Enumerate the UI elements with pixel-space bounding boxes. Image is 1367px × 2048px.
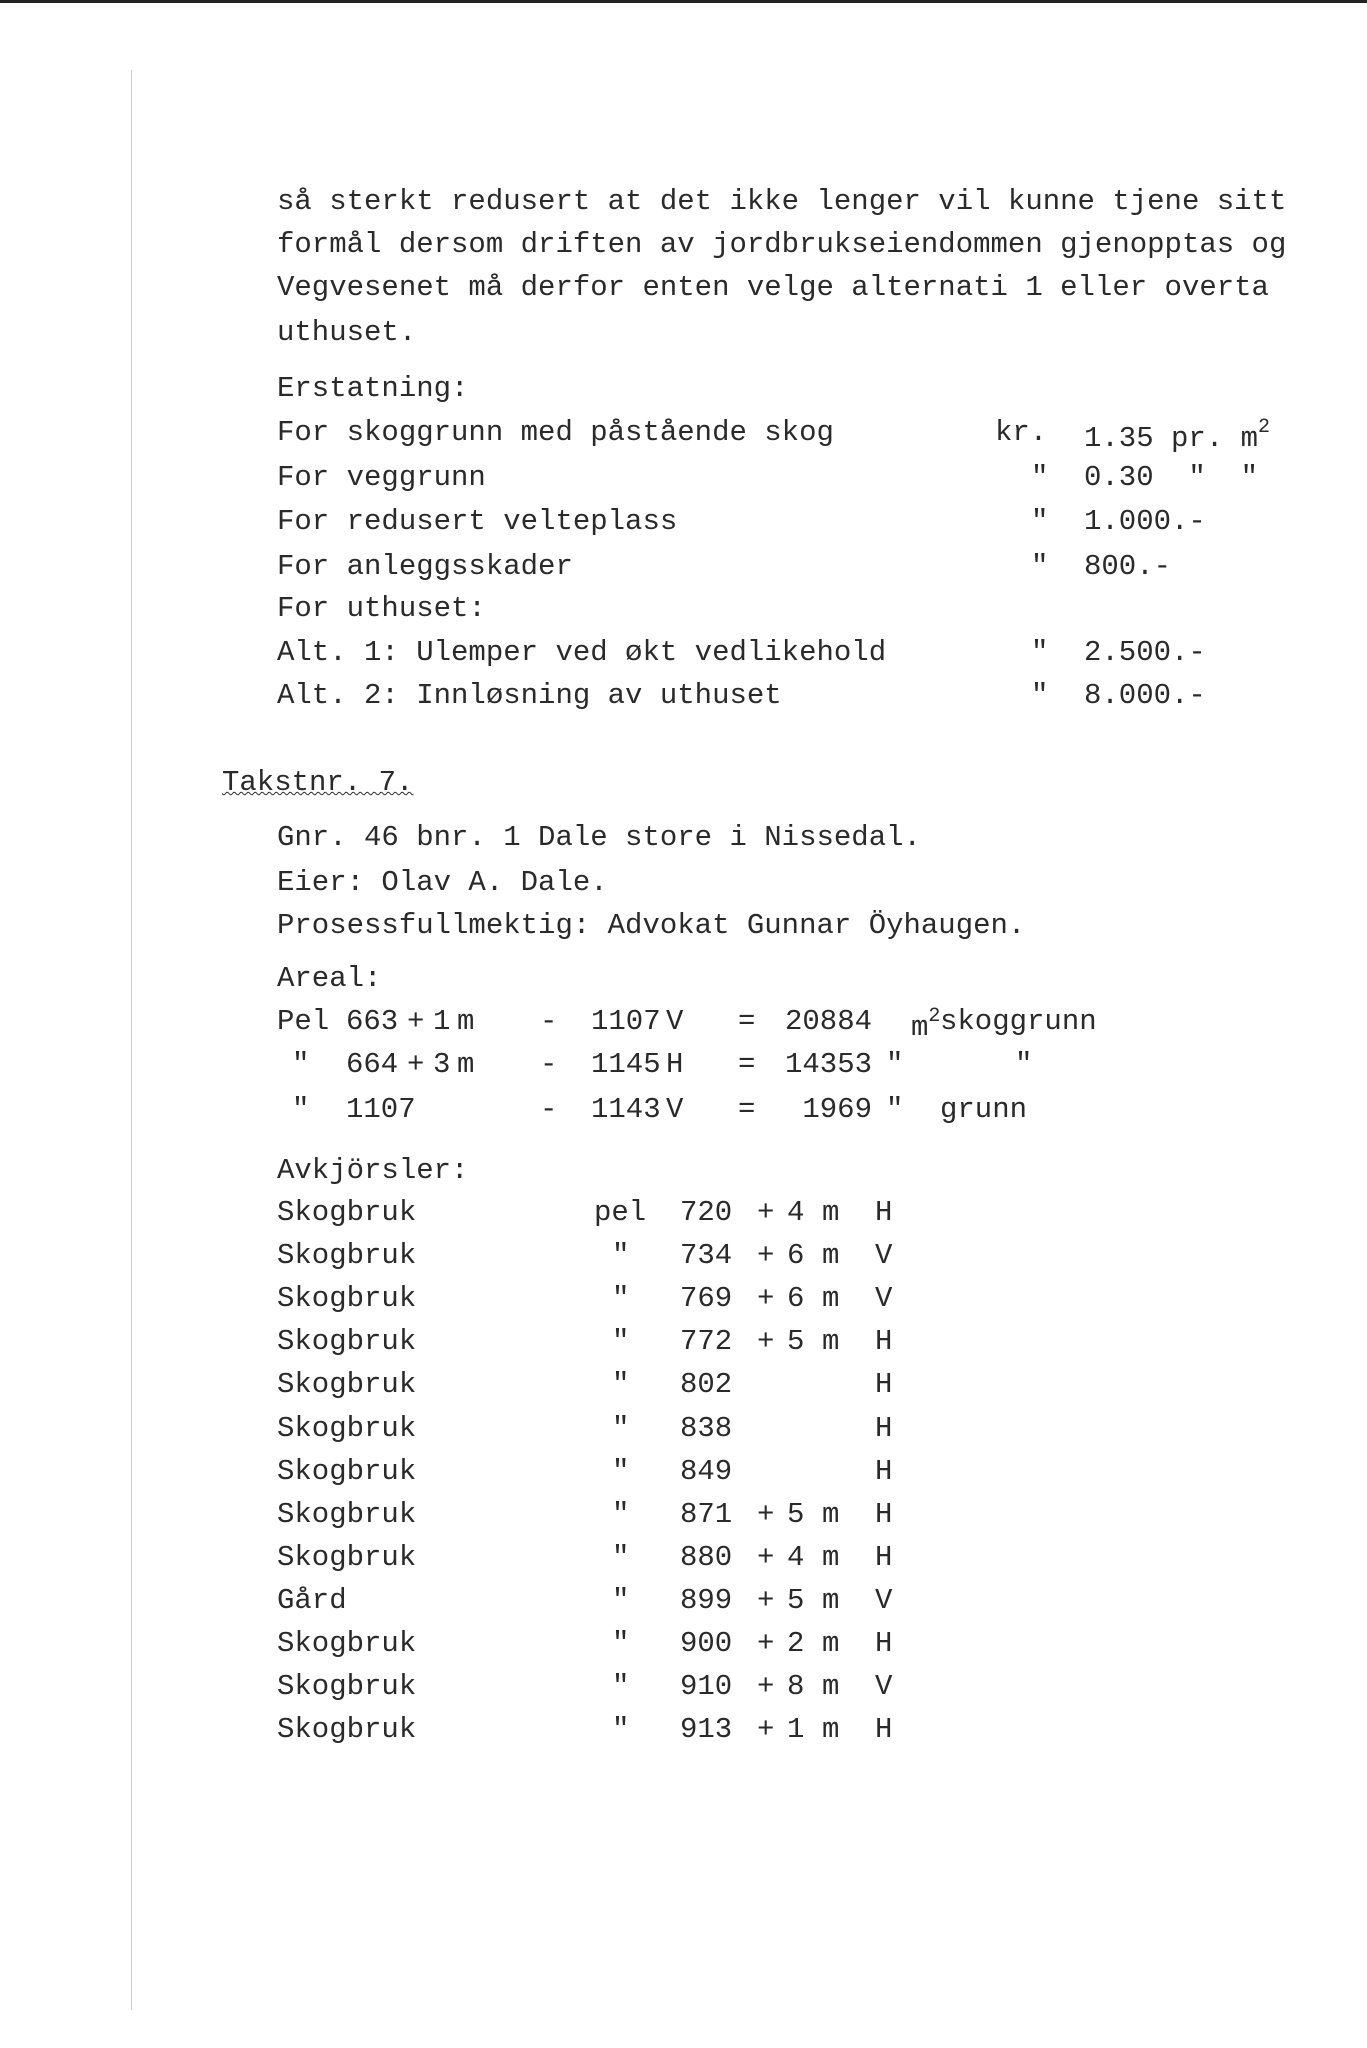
avkjorsel-type: Skogbruk [277, 1196, 417, 1229]
avkjorsel-type: Skogbruk [277, 1540, 417, 1574]
avkjorsel-m: 4 [787, 1196, 805, 1229]
areal-area: 14353 [784, 1048, 872, 1081]
top-border [0, 0, 1367, 3]
avkjorsel-pel: pel [594, 1196, 647, 1229]
avkjorsel-side: H [875, 1540, 893, 1574]
avkjorsel-plus: + [757, 1497, 775, 1531]
avkjorsel-pel: " [612, 1583, 630, 1617]
avkjorsel-type: Skogbruk [277, 1670, 417, 1704]
paragraph-line: uthuset. [277, 316, 417, 349]
areal-dash: - [540, 1093, 558, 1126]
avkjorsel-pel: " [612, 1368, 630, 1402]
avkjorsel-side: V [875, 1670, 893, 1704]
avkjorsel-m: 2 [787, 1627, 805, 1660]
avkjorsel-side: V [875, 1282, 893, 1316]
avkjorsel-unit: m [822, 1713, 840, 1747]
erstatning-label: For veggrunn [277, 461, 486, 494]
avkjorsel-num: 900 [680, 1627, 733, 1660]
avkjorsel-side: H [875, 1497, 893, 1531]
erstatning-value: 0.30 " " [1084, 461, 1259, 494]
avkjorsel-unit: m [822, 1325, 840, 1359]
takst-eier: Eier: Olav A. Dale. [277, 866, 608, 899]
avkjorsel-side: H [875, 1325, 893, 1359]
avkjorsel-m: 5 [787, 1497, 805, 1531]
areal-heading: Areal: [277, 962, 382, 995]
avkjorsel-type: Skogbruk [277, 1411, 417, 1445]
avkjorsel-num: 849 [680, 1454, 733, 1488]
avkjorsel-m: 6 [787, 1282, 805, 1316]
areal-m: 3 [433, 1048, 451, 1081]
avkjorsel-num: 880 [680, 1540, 733, 1574]
erstatning-value: 2.500.- [1084, 636, 1206, 669]
avkjorsel-unit: m [822, 1540, 840, 1574]
avkjorsel-num: 802 [680, 1368, 733, 1402]
margin-line [131, 70, 132, 2010]
avkjorsel-m: 5 [787, 1583, 805, 1617]
avkjorsel-plus: + [757, 1282, 775, 1316]
avkjorsel-side: H [875, 1411, 893, 1445]
superscript-2: 2 [928, 1005, 941, 1028]
avkjorsel-plus: + [757, 1670, 775, 1704]
avkjorsel-pel: " [612, 1540, 630, 1574]
avkjorsel-unit: m [822, 1282, 840, 1316]
avkjorsel-plus: + [757, 1713, 775, 1747]
areal-plus: + [407, 1005, 425, 1038]
erstatning-prefix: " [1031, 505, 1049, 538]
areal-side: H [666, 1048, 684, 1081]
avkjorsel-unit: m [822, 1196, 840, 1229]
avkjorsel-side: V [875, 1583, 893, 1617]
avkjorsel-type: Skogbruk [277, 1282, 417, 1316]
avkjorsel-unit: m [822, 1239, 840, 1273]
avkjorsel-unit: m [822, 1583, 840, 1617]
avkjorsel-pel: " [612, 1411, 630, 1445]
avkjorsel-type: Skogbruk [277, 1368, 417, 1402]
avkjorsel-plus: + [757, 1583, 775, 1617]
erstatning-heading: Erstatning: [277, 372, 469, 405]
avkjorsel-type: Skogbruk [277, 1325, 417, 1359]
avkjorsel-type: Skogbruk [277, 1713, 417, 1747]
areal-area: 1969 [802, 1093, 872, 1126]
erstatning-label: For redusert velteplass [277, 505, 678, 538]
avkjorsel-m: 5 [787, 1325, 805, 1359]
areal-unit: m [457, 1048, 475, 1081]
avkjorsel-num: 720 [680, 1196, 733, 1229]
avkjorsel-pel: " [612, 1670, 630, 1704]
areal-pel: 664 [346, 1048, 399, 1081]
areal-pel: 663 [346, 1005, 399, 1038]
avkjorsel-plus: + [757, 1627, 775, 1660]
areal-eq: = [738, 1093, 756, 1126]
areal-type: " [1015, 1048, 1033, 1081]
avkjorsel-pel: " [612, 1282, 630, 1316]
areal-unit: m [457, 1005, 475, 1038]
erstatning-prefix: " [1031, 679, 1049, 712]
paragraph-line: så sterkt redusert at det ikke lenger vil kunne tjene sitt [277, 185, 1287, 218]
areal-type: grunn [940, 1093, 1028, 1126]
areal-unit2: " [886, 1048, 904, 1081]
erstatning-prefix: " [1031, 636, 1049, 669]
areal-a: " [292, 1048, 310, 1081]
avkjorsel-pel: " [612, 1325, 630, 1359]
avkjorsel-type: Skogbruk [277, 1454, 417, 1488]
takst-gnr: Gnr. 46 bnr. 1 Dale store i Nissedal. [277, 821, 921, 854]
areal-area: 20884 [784, 1005, 872, 1038]
avkjorsel-unit: m [822, 1497, 840, 1531]
avkjorsel-num: 871 [680, 1497, 733, 1531]
avkjorsel-num: 734 [680, 1239, 733, 1273]
areal-to: 1143 [591, 1093, 661, 1126]
avkjorsel-side: H [875, 1368, 893, 1402]
areal-eq: = [738, 1005, 756, 1038]
erstatning-value: 1.35 pr. $m^2$ [1084, 416, 1271, 455]
avkjorsel-type: Skogbruk [277, 1239, 417, 1273]
erstatning-prefix: " [1031, 461, 1049, 494]
avkjorsel-num: 838 [680, 1411, 733, 1445]
areal-unit2: " [886, 1093, 904, 1126]
areal-side: V [666, 1005, 684, 1038]
avkjorsel-plus: + [757, 1540, 775, 1574]
avkjorsel-side: H [875, 1713, 893, 1747]
erstatning-label: For skoggrunn med påstående skog [277, 416, 834, 449]
areal-m: 1 [433, 1005, 451, 1038]
avkjorsel-unit: m [822, 1627, 840, 1660]
takst-title: Takstnr. 7. [222, 766, 414, 799]
erstatning-label: For anleggsskader [277, 550, 573, 583]
areal-eq: = [738, 1048, 756, 1081]
erstatning-value: 8.000.- [1084, 679, 1206, 712]
paragraph-line: Vegvesenet må derfor enten velge alternati 1 eller overta [277, 271, 1269, 304]
avkjorsel-plus: + [757, 1239, 775, 1273]
areal-to: 1145 [591, 1048, 661, 1081]
superscript-2: 2 [1258, 416, 1271, 439]
avkjorsel-num: 913 [680, 1713, 733, 1747]
avkjorsel-unit: m [822, 1670, 840, 1704]
erstatning-label: Alt. 1: Ulemper ved økt vedlikehold [277, 636, 887, 669]
avkjorsel-pel: " [612, 1497, 630, 1531]
avkjorsel-num: 899 [680, 1583, 733, 1617]
areal-type: skoggrunn [940, 1005, 1097, 1038]
avkjorsel-pel: " [612, 1627, 630, 1660]
avkjorsel-m: 4 [787, 1540, 805, 1574]
avkjorsel-pel: " [612, 1713, 630, 1747]
avkjorsel-num: 772 [680, 1325, 733, 1359]
areal-side: V [666, 1093, 684, 1126]
avkjorsel-plus: + [757, 1196, 775, 1229]
avkjorsel-plus: + [757, 1325, 775, 1359]
avkjorsel-side: H [875, 1196, 893, 1229]
avkjorsel-type: Skogbruk [277, 1627, 417, 1660]
erstatning-prefix: kr. [995, 416, 1048, 449]
avkjorsel-num: 910 [680, 1670, 733, 1704]
avkjorsel-type: Gård [277, 1583, 347, 1617]
erstatning-label: For uthuset: [277, 592, 486, 625]
takst-prosess: Prosessfullmektig: Advokat Gunnar Öyhaugen. [277, 909, 1026, 942]
areal-plus: + [407, 1048, 425, 1081]
areal-dash: - [540, 1005, 558, 1038]
avkjorsel-side: H [875, 1627, 893, 1660]
avkjorsel-num: 769 [680, 1282, 733, 1316]
erstatning-value: 800.- [1084, 550, 1172, 583]
avkjorsel-type: Skogbruk [277, 1497, 417, 1531]
areal-dash: - [540, 1048, 558, 1081]
avkjorsel-pel: " [612, 1239, 630, 1273]
avkjorsel-side: H [875, 1454, 893, 1488]
areal-a: " [292, 1093, 310, 1126]
areal-pel: 1107 [346, 1093, 416, 1126]
avkjorsel-m: 6 [787, 1239, 805, 1273]
avkjorsel-pel: " [612, 1454, 630, 1488]
erstatning-label: Alt. 2: Innløsning av uthuset [277, 679, 782, 712]
avkjorsel-m: 1 [787, 1713, 805, 1747]
areal-to: 1107 [591, 1005, 661, 1038]
erstatning-prefix: " [1031, 550, 1049, 583]
erstatning-value: 1.000.- [1084, 505, 1206, 538]
paragraph-line: formål dersom driften av jordbrukseiendommen gjenopptas og [277, 228, 1287, 261]
avkjorsler-heading: Avkjörsler: [277, 1154, 469, 1187]
areal-unit2: $m^2$ [911, 1005, 941, 1044]
areal-a: Pel [277, 1005, 330, 1038]
avkjorsel-m: 8 [787, 1670, 805, 1704]
avkjorsel-side: V [875, 1239, 893, 1273]
